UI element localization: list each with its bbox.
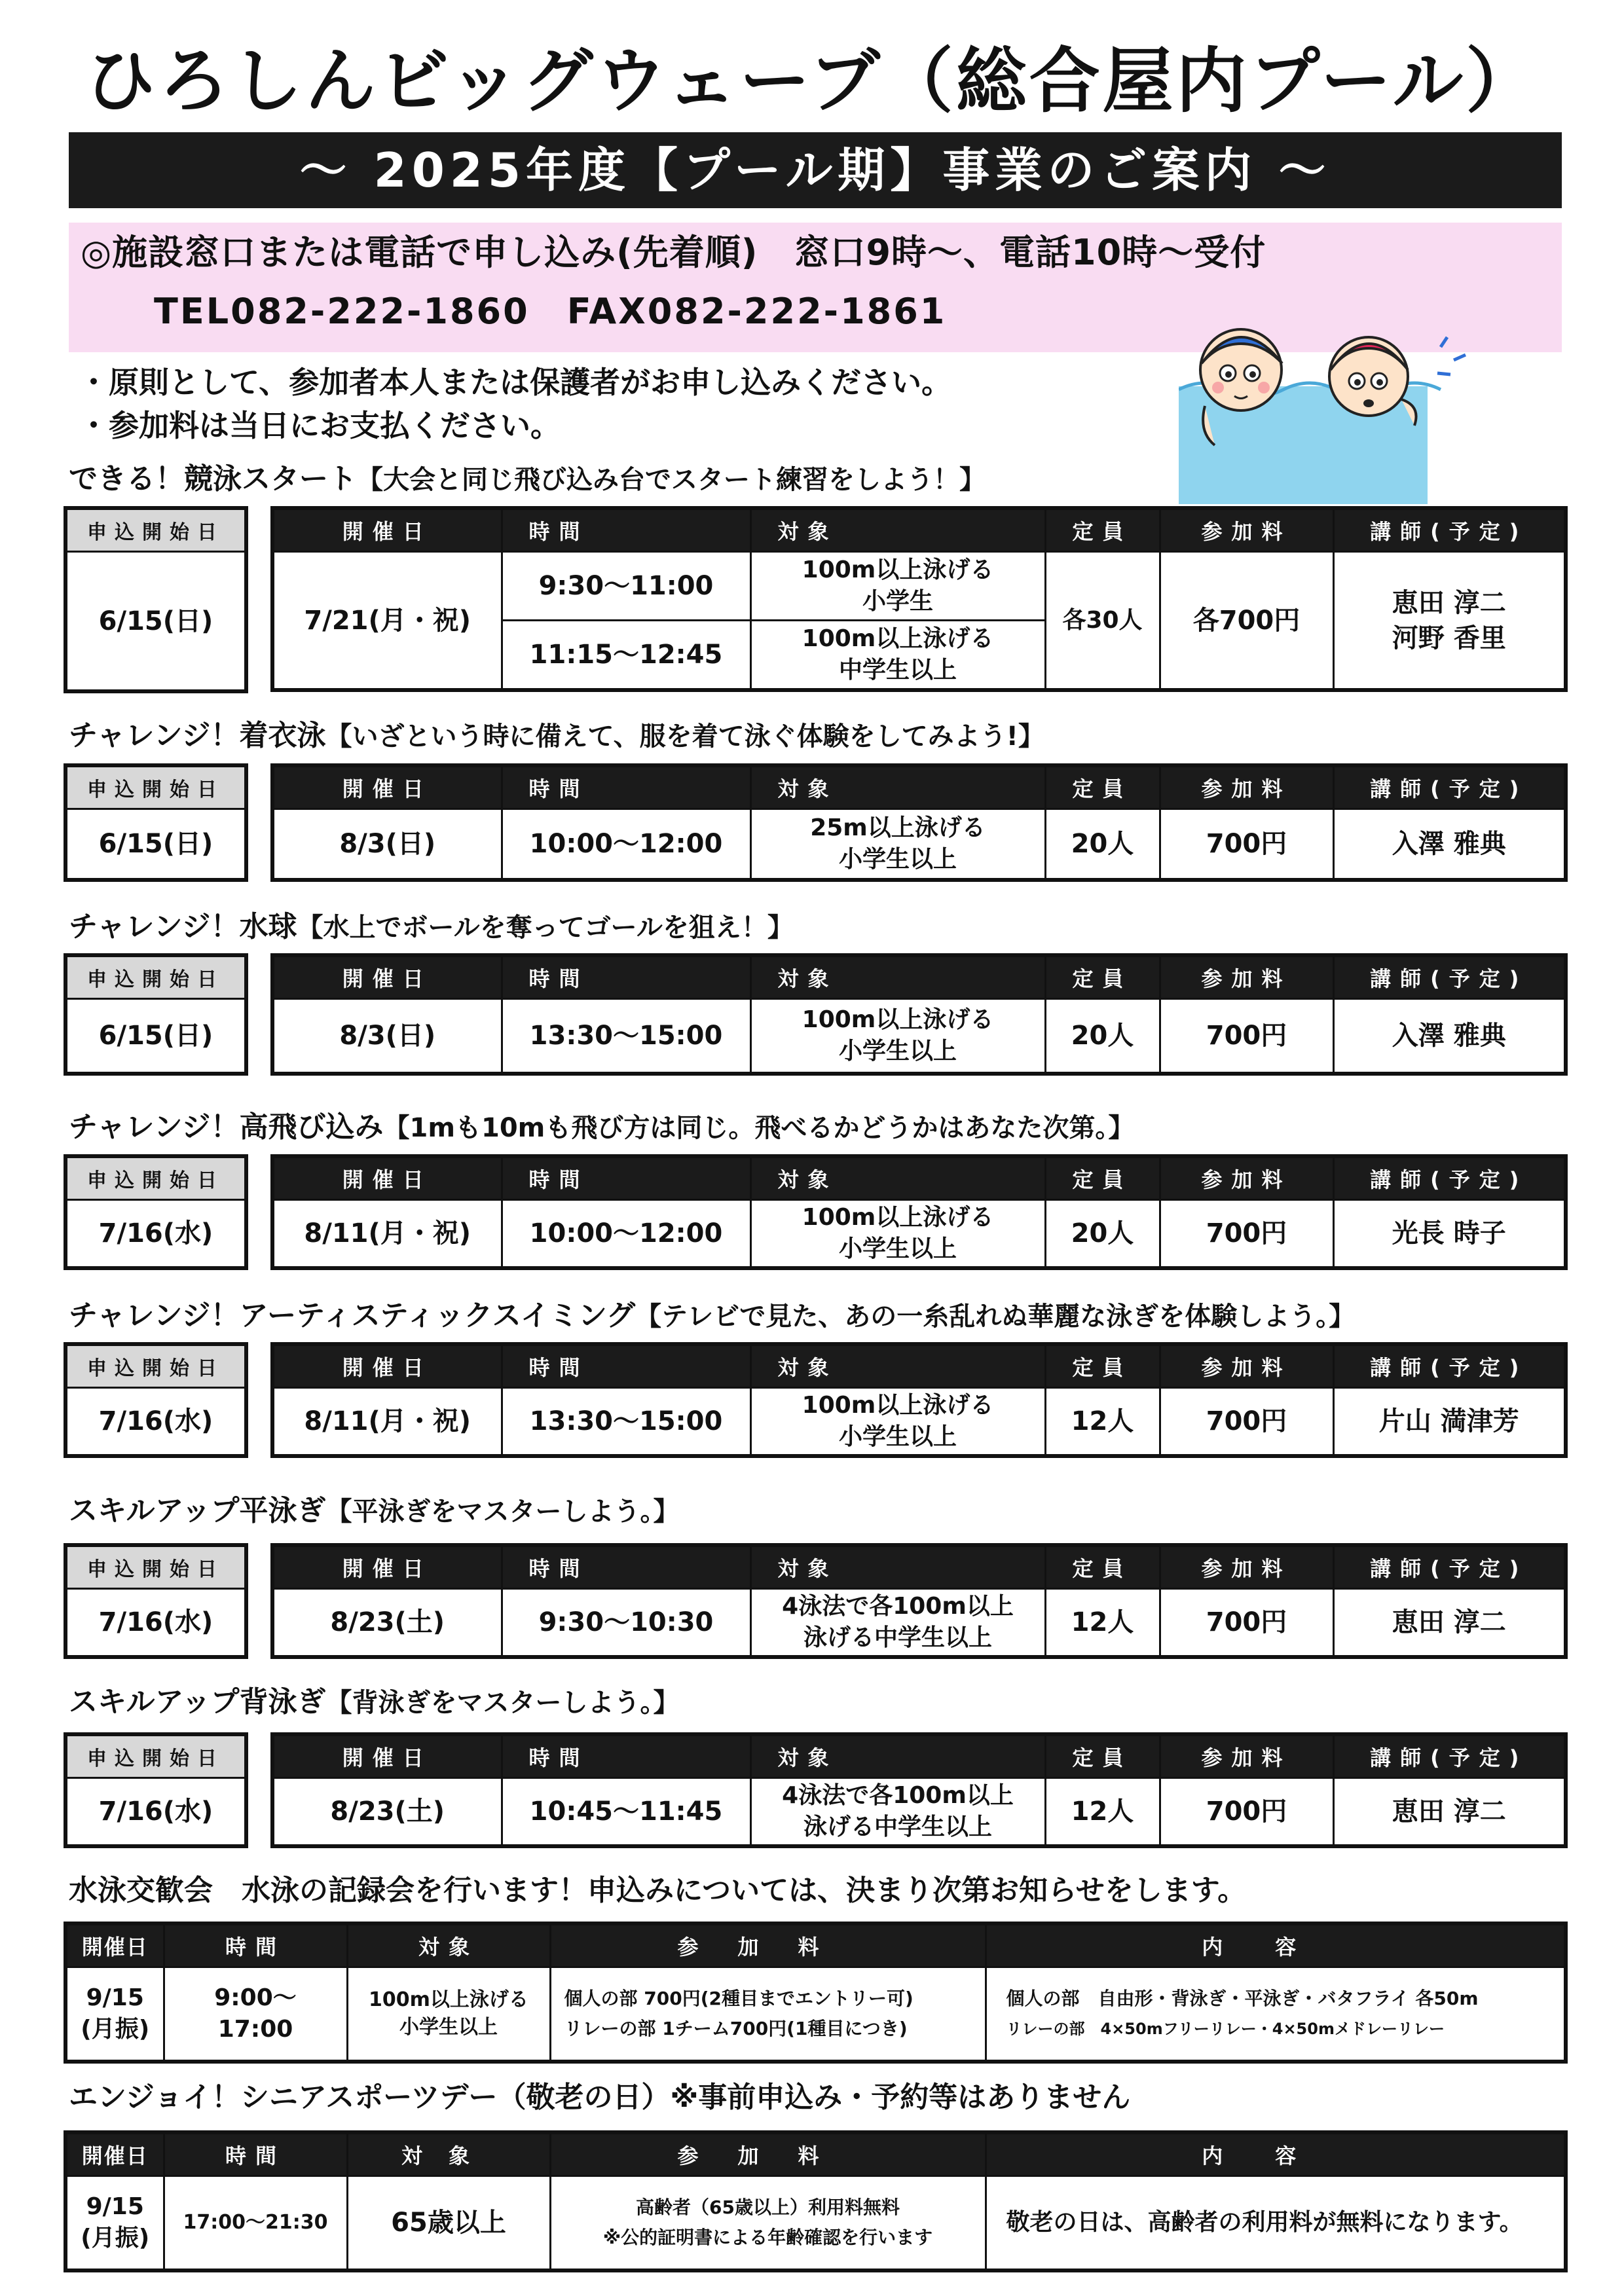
meet-content-relay: リレーの部 4×50mフリーリレー・4×50mメドレーリレー xyxy=(1006,2020,1445,2038)
meet-content-individual: 個人の部 自由形・背泳ぎ・平泳ぎ・バタフライ 各50m xyxy=(1006,1988,1479,2009)
meet-fee-relay: リレーの部 1チーム700円(1種目につき) xyxy=(564,2018,908,2039)
event-table: 開催日 時間 対象 定員 参加料 講師(予定) 8/3(日) 10:00～12:00 25m以上泳げる 小学生以上 20人 700円 入澤 雅典 xyxy=(270,763,1568,882)
apply-start-table: 申込開始日 7/16(水) xyxy=(64,1342,248,1458)
senior-day-heading: エンジョイ！シニアスポーツデー（敬老の日）※事前申込み・予約等はありません xyxy=(69,2081,1131,2114)
meet-fee-individual: 個人の部 700円(2種目までエントリー可) xyxy=(564,1988,913,2009)
note-1: ・原則として、参加者本人または保護者がお申し込みください。 xyxy=(79,365,952,400)
section-heading: チャレンジ！水球【水上でボールを奪ってゴールを狙え！】 xyxy=(69,910,794,943)
page-title: ひろしんビッグウェーブ（総合屋内プール） xyxy=(84,41,1540,122)
note-2: ・参加料は当日にお支払ください。 xyxy=(79,408,561,443)
section-heading: スキルアップ背泳ぎ【背泳ぎをマスターしよう。】 xyxy=(69,1685,680,1719)
apply-start-table: 申込開始日 6/15(日) xyxy=(64,763,248,882)
section-heading: チャレンジ！高飛び込み【1mも10mも飛び方は同じ。飛べるかどうかはあなた次第。】 xyxy=(69,1110,1135,1144)
senior-day-table: 開催日 時間 対象 参加料 内容 9/15 (月振) 17:00～21:30 65歳以上 高齢者（65歳以上）利用料無料 ※公的証明書による年齢確認を行います 敬老の日は、高齢者の利用料が無料になります。 xyxy=(64,2130,1568,2272)
apply-start-table: 申込開始日 7/16(水) xyxy=(64,1732,248,1848)
swimmers-illustration xyxy=(1179,308,1559,504)
application-method: ◎施設窓口または電話で申し込み(先着順) 窓口9時～、電話10時～受付 xyxy=(81,232,1266,273)
section-heading: チャレンジ！アーティスティックスイミング【テレビで見た、あの一糸乱れぬ華麗な泳ぎを体験しよう。】 xyxy=(69,1299,1356,1332)
event-table: 開催日 時間 対象 定員 参加料 講師(予定) 8/11(月・祝) 13:30～15:00 100m以上泳げる 小学生以上 12人 700円 片山 満津芳 xyxy=(270,1342,1568,1458)
apply-start-table: 申込開始日 6/15(日) xyxy=(64,506,248,693)
event-table: 開催日 時間 対象 定員 参加料 講師(予定) 8/11(月・祝) 10:00～12:00 100m以上泳げる 小学生以上 20人 700円 光長 時子 xyxy=(270,1154,1568,1270)
swim-meet-heading: 水泳交歓会 水泳の記録会を行います！申込みについては、決まり次第お知らせをします。 xyxy=(69,1874,1247,1907)
section-heading: スキルアップ平泳ぎ【平泳ぎをマスターしよう。】 xyxy=(69,1494,680,1527)
section-heading: できる！競泳スタート【大会と同じ飛び込み台でスタート練習をしよう！】 xyxy=(69,462,986,496)
page-subtitle-banner: ～ 2025年度【プール期】事業のご案内 ～ xyxy=(69,132,1562,208)
event-table: 開催日 時間 対象 定員 参加料 講師(予定) 7/21(月・祝) 9:30～11:00 100m以上泳げる 小学生 各30人 各700円 恵田 淳二 河野 香里 11:15～12:45 100m以上泳げる 中学生以上 xyxy=(270,506,1568,692)
event-table: 開催日 時間 対象 定員 参加料 講師(予定) 8/23(土) 9:30～10:30 4泳法で各100m以上 泳げる中学生以上 12人 700円 恵田 淳二 xyxy=(270,1543,1568,1659)
apply-start-table: 申込開始日 6/15(日) xyxy=(64,953,248,1076)
event-table: 開催日 時間 対象 定員 参加料 講師(予定) 8/23(土) 10:45～11:45 4泳法で各100m以上 泳げる中学生以上 12人 700円 恵田 淳二 xyxy=(270,1732,1568,1848)
section-heading: チャレンジ！着衣泳【いざという時に備えて、服を着て泳ぐ体験をしてみよう!】 xyxy=(69,719,1044,752)
event-table: 開催日 時間 対象 定員 参加料 講師(予定) 8/3(日) 13:30～15:00 100m以上泳げる 小学生以上 20人 700円 入澤 雅典 xyxy=(270,953,1568,1076)
senior-fee-note: ※公的証明書による年齢確認を行います xyxy=(602,2227,933,2248)
contact-numbers: TEL082-222-1860 FAX082-222-1861 xyxy=(154,291,947,332)
senior-fee-free: 高齢者（65歳以上）利用料無料 xyxy=(636,2196,900,2218)
apply-start-table: 申込開始日 7/16(水) xyxy=(64,1543,248,1659)
apply-start-table: 申込開始日 7/16(水) xyxy=(64,1154,248,1270)
swim-meet-table: 開催日 時間 対象 参加料 内容 9/15 (月振) 9:00～ 17:00 100m以上泳げる 小学生以上 個人の部 700円(2種目までエントリー可) リレーの部 1チーム700円(1種目につき) 個人の部 自由形・背泳ぎ・平泳ぎ・バタフライ 各50m リレーの部 4×50mフリーリレー・4×50mメドレーリレー xyxy=(64,1922,1568,2064)
